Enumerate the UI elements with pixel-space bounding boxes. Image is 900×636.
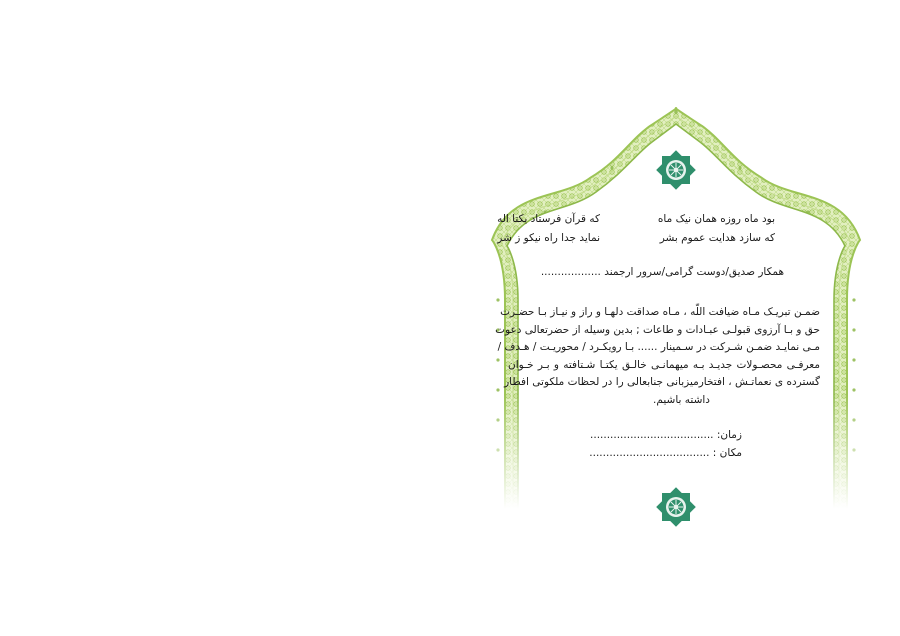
body-line: گسترده ی نعماتـش ، افتخارمیزبانی جنابعالی را در لحظات ملکوتی افطار bbox=[504, 376, 820, 388]
body-line: معرفـی محصـولات جدیـد بـه میهمانـی خالـق یکتـا شـتافته و بـر خـوان bbox=[508, 358, 820, 371]
body-line: ضمـن تبریـک مـاه ضیافت اللّه ، مـاه صداقت دلهـا و راز و نیـاز بـا حضـرت bbox=[500, 306, 820, 318]
poem-left-line-2: نماید جدا راه نیکو ز شر bbox=[497, 232, 600, 244]
body-line: حق و بـا آرزوی قبولـی عبـادات و طاعات ; بدین وسیله از حضرتعالی دعوت bbox=[495, 323, 820, 336]
poem-right-line-2: که سازد هدایت عموم بشر bbox=[659, 232, 775, 244]
poem-left-line-1: که قرآن فرستاد یکتا اله bbox=[497, 213, 600, 225]
poem-right-line-1: بود ماه روزه همان نیک ماه bbox=[657, 213, 775, 225]
invitation-body bbox=[495, 304, 820, 409]
time-field: زمان: ..................................... bbox=[590, 429, 742, 441]
islamic-star-rosette-icon bbox=[656, 487, 696, 527]
body-line: مـی نمایـد ضمـن شـرکت در سـمینار ...... بـا رویکـرد / محوریـت / هـدف / bbox=[497, 341, 820, 353]
greeting-line: همکار صدیق/دوست گرامی/سرور ارجمند .................. bbox=[540, 266, 784, 278]
islamic-star-rosette-icon bbox=[656, 150, 696, 190]
body-line: داشته باشیم. bbox=[653, 393, 710, 406]
place-field: مکان : .................................... bbox=[589, 447, 742, 459]
